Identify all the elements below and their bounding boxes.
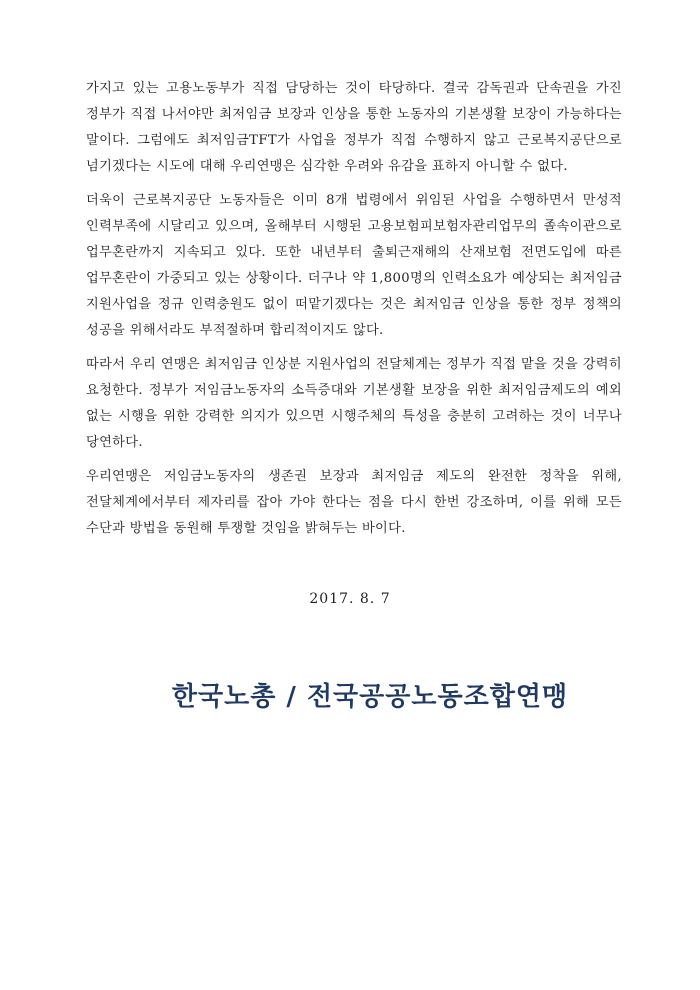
paragraph-4: 우리연맹은 저임금노동자의 생존권 보장과 최저임금 제도의 완전한 정착을 위해, 전달체계에서부터 제자리를 잡아 가야 한다는 점을 다시 한번 강조하며, 이를 위해 모든 수단과 방법을 동원해 투쟁할 것임을 밝혀두는 바이다. [86, 469, 622, 536]
paragraph-3: 따라서 우리 연맹은 최저임금 인상분 지원사업의 전달체계는 정부가 직접 맡을 것을 강력히 요청한다. 정부가 저임금노동자의 소득증대와 기본생활 보장을 위한 최저임금제도의 예외 없는 시행을 위한 강력한 의지가 있으면 시행주체의 특성을 충분히 고려하는 것이 너무나 당연하다. [86, 357, 622, 450]
signature-organization: 한국노총 / 전국공공노동조합연맹 [171, 682, 569, 712]
statement-body [86, 76, 622, 550]
paragraph-1: 가지고 있는 고용노동부가 직접 담당하는 것이 타당하다. 결국 감독권과 단속권을 가진 정부가 직접 나서야만 최저임금 보장과 인상을 통한 노동자의 기본생활 보장이 가능하다는 말이다. 그럼에도 최저임금TFT가 사업을 정부가 직접 수행하지 않고 근로복지공단으로 넘기겠다는 시도에 대해 우리연맹은 심각한 우려와 유감을 표하지 아니할 수 없다. [86, 81, 622, 174]
statement-date: 2017. 8. 7 [309, 591, 391, 607]
paragraph-2: 더욱이 근로복지공단 노동자들은 이미 8개 법령에서 위임된 사업을 수행하면서 만성적 인력부족에 시달리고 있으며, 올해부터 시행된 고용보험피보험자관리업무의 졸속이관으로 업무혼란까지 지속되고 있다. 또한 내년부터 출퇴근재해의 산재보험 전면도입에 따른 업무혼란이 가중되고 있는 상황이다. 더구나 약 1,800명의 인력소요가 예상되는 최저임금 지원사업을 정규 인력충원도 없이 떠맡기겠다는 것은 최저임금 인상을 통한 정부 정책의 성공을 위해서라도 부적절하며 합리적이지도 않다. [86, 193, 622, 338]
